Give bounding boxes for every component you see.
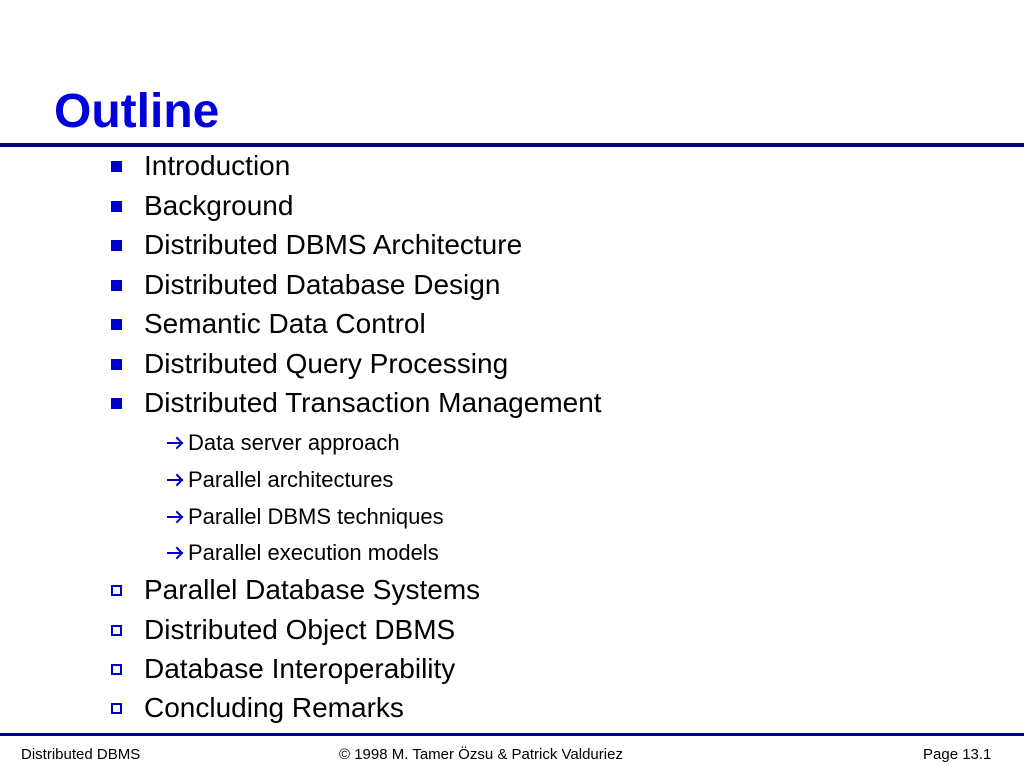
outline-item-label: Distributed Query Processing	[144, 348, 509, 379]
outline-subitem-label: Parallel execution models	[188, 540, 439, 565]
outline-item-label: Parallel Database Systems	[144, 574, 481, 605]
outline-item	[111, 572, 480, 608]
outline-item-label: Concluding Remarks	[144, 692, 404, 723]
open-square-bullet-icon	[111, 664, 144, 675]
filled-square-bullet-icon	[111, 280, 144, 291]
outline-item-label: Distributed Transaction Management	[144, 387, 602, 418]
outline-item	[111, 227, 522, 263]
outline-subitem-label: Data server approach	[188, 430, 400, 455]
filled-square-bullet-icon	[111, 161, 144, 172]
outline-item-label: Database Interoperability	[144, 653, 456, 684]
open-square-bullet-icon	[111, 703, 144, 714]
outline-subitem-label: Parallel architectures	[188, 467, 394, 492]
filled-square-bullet-icon	[111, 319, 144, 330]
arrow-right-icon	[166, 508, 188, 526]
filled-square-bullet-icon	[111, 359, 144, 370]
outline-item	[111, 612, 455, 648]
outline-item-label: Distributed Database Design	[144, 269, 501, 300]
filled-square-bullet-icon	[111, 240, 144, 251]
footer-course-title: Distributed DBMS	[21, 746, 141, 763]
arrow-right-icon	[166, 471, 188, 489]
outline-item	[111, 148, 290, 184]
outline-subitem	[166, 503, 444, 531]
outline-item	[111, 690, 404, 726]
arrow-right-icon	[166, 434, 188, 452]
outline-item-label: Semantic Data Control	[144, 308, 426, 339]
outline-item	[111, 267, 500, 303]
outline-item	[111, 306, 426, 342]
arrow-right-icon	[166, 544, 188, 562]
outline-subitem	[166, 539, 439, 567]
footer-divider	[0, 733, 1024, 736]
filled-square-bullet-icon	[111, 398, 144, 409]
outline-item	[111, 188, 293, 224]
outline-item-label: Introduction	[144, 150, 291, 181]
slide-title: Outline	[54, 85, 220, 138]
outline-subitem	[166, 429, 400, 457]
footer-page-number: Page 13.1	[923, 746, 992, 763]
open-square-bullet-icon	[111, 585, 144, 596]
outline-subitem-label: Parallel DBMS techniques	[188, 504, 444, 529]
outline-item-label: Background	[144, 190, 294, 221]
outline-item	[111, 346, 508, 382]
filled-square-bullet-icon	[111, 201, 144, 212]
outline-item-label: Distributed Object DBMS	[144, 614, 456, 645]
outline-item-label: Distributed DBMS Architecture	[144, 229, 523, 260]
footer-copyright: © 1998 M. Tamer Özsu & Patrick Valduriez	[339, 746, 623, 763]
outline-subitem	[166, 466, 393, 494]
open-square-bullet-icon	[111, 625, 144, 636]
outline-item	[111, 651, 455, 687]
outline-item	[111, 385, 602, 421]
